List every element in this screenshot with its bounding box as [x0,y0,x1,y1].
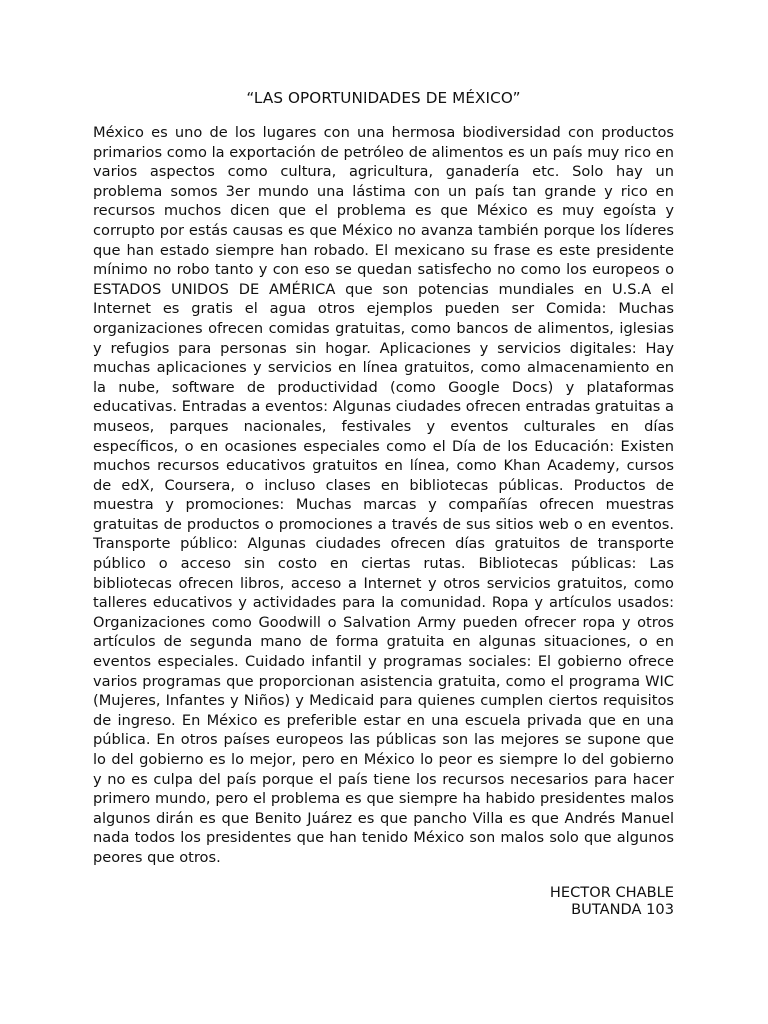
author-name: HECTOR CHABLE [549,883,674,901]
document-body: México es uno de los lugares con una hermosa biodiversidad con productos primarios como la exportación de petróleo de alimentos es un país muy rico en varios aspectos como cultura, agricultura, ganadería etc. Solo hay un problema somos 3er mundo una lástima con un país tan grande y rico en recursos muchos dicen que el problema es que México es muy egoísta y corrupto por estás causas es que México no avanza también porque los líderes que han estado siempre han robado. El mexicano su frase es este presidente mínimo no robo tanto y con eso se quedan satisfecho no como los europeos o ESTADOS UNIDOS DE AMÉRICA que son potencias mundiales en U.S.A el Internet es gratis el agua otros ejemplos pueden ser Comida: Muchas organizaciones ofrecen comidas gratuitas, como bancos de alimentos, iglesias y refugios para personas sin hogar. Aplicaciones y servicios digitales: Hay muchas aplicaciones y servicios en línea gratuitos, como almacenamiento en la nube, software de productividad (como Google Docs) y plataformas educativas. Entradas a eventos: Algunas ciudades ofrecen entradas gratuitas a museos, parques nacionales, festivales y eventos culturales en días específicos, o en ocasiones especiales como el Día de los Educación: Existen muchos recursos educativos gratuitos en línea, como Khan Academy, cursos de edX, Coursera, o incluso clases en bibliotecas públicas. Productos de muestra y promociones: Muchas marcas y compañías ofrecen muestras gratuitas de productos o promociones a través de sus sitios web o en eventos. Transporte público: Algunas ciudades ofrecen días gratuitos de transporte público o acceso sin costo en ciertas rutas. Bibliotecas públicas: Las bibliotecas ofrecen libros, acceso a Internet y otros servicios gratuitos, como talleres educativos y actividades para la comunidad. Ropa y artículos usados: Organizaciones como Goodwill o Salvation Army pueden ofrecer ropa y otros artículos de segunda mano de forma gratuita en algunas situaciones, o en eventos especiales. Cuidado infantil y programas sociales: El gobierno ofrece varios programas que proporcionan asistencia gratuita, como el programa WIC (Mujeres, Infantes y Niños) y Medicaid para quienes cumplen ciertos requisitos de ingreso. En México es preferible estar en una escuela privada que en una pública. En otros países europeos las públicas son las mejores se supone que lo del gobierno es lo mejor, pero en México lo peor es siempre lo del gobierno y no es culpa del país porque el país tiene los recursos necesarios para hacer primero mundo, pero el problema es que siempre ha habido presidentes malos algunos dirán es que Benito Juárez es que pancho Villa es que Andrés Manuel nada todos los presidentes que han tenido México son malos solo que algunos peores que otros. [93,124,674,866]
author-group: BUTANDA 103 [571,901,674,919]
signature-block [93,884,674,919]
document-title: “LAS OPORTUNIDADES DE MÉXICO” [246,89,521,107]
document-page [93,88,674,919]
